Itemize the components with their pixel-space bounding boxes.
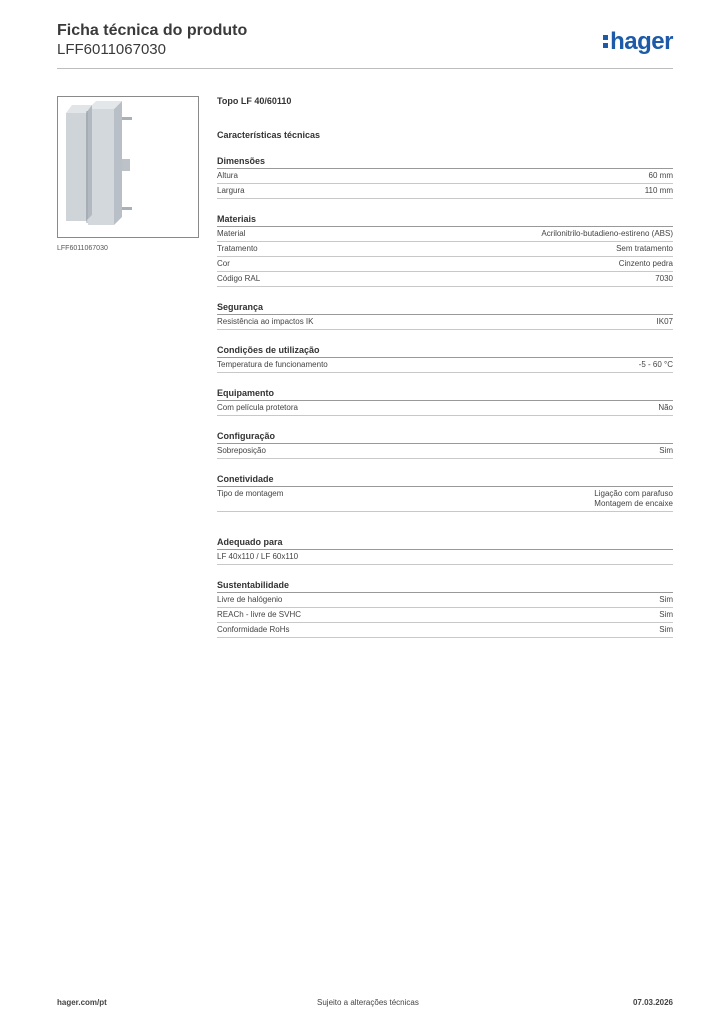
group-title: Materiais — [217, 213, 673, 227]
spec-label: Largura — [217, 186, 245, 195]
spec-row — [217, 593, 673, 608]
group-title: Adequado para — [217, 536, 673, 550]
footer-disclaimer: Sujeito a alterações técnicas — [317, 998, 419, 1007]
spec-label: REACh - livre de SVHC — [217, 610, 302, 619]
spec-row — [217, 242, 673, 257]
group-title: Condições de utilização — [217, 344, 673, 358]
image-caption: LFF6011067030 — [57, 245, 108, 252]
logo-dots-icon — [603, 35, 608, 51]
spec-row — [217, 444, 673, 459]
group-dimensoes — [217, 155, 673, 199]
spec-row — [217, 623, 673, 638]
page-title: Ficha técnica do produto — [57, 22, 248, 39]
group-title: Conetividade — [217, 473, 673, 487]
spec-value: Não — [658, 403, 673, 412]
spec-label: LF 40x110 / LF 60x110 — [217, 552, 299, 561]
spec-row — [217, 487, 673, 512]
spec-label: Código RAL — [217, 274, 261, 283]
spec-row — [217, 608, 673, 623]
spec-value: 60 mm — [648, 171, 673, 180]
characteristics-heading: Características técnicas — [217, 130, 321, 140]
group-conetividade — [217, 473, 673, 512]
logo-text: hager — [610, 28, 673, 55]
spec-value — [594, 489, 673, 509]
spec-row — [217, 315, 673, 330]
end-cap-product-icon — [58, 97, 198, 237]
spec-row — [217, 550, 673, 565]
group-condicoes — [217, 344, 673, 373]
spec-row — [217, 169, 673, 184]
group-title: Configuração — [217, 430, 673, 444]
group-title: Dimensões — [217, 155, 673, 169]
spec-value: Sim — [659, 446, 673, 455]
footer-website: hager.com/pt — [57, 998, 107, 1007]
spec-label: Tratamento — [217, 244, 258, 253]
spec-value: Acrilonitrilo-butadieno-estireno (ABS) — [541, 229, 673, 238]
spec-label: Resistência ao impactos IK — [217, 317, 314, 326]
spec-sheet — [217, 95, 673, 638]
group-materiais — [217, 213, 673, 287]
spec-label: Altura — [217, 171, 238, 180]
spec-value-line: Montagem de encaixe — [594, 499, 673, 508]
spec-value: Sim — [659, 595, 673, 604]
spec-label: Livre de halógenio — [217, 595, 283, 604]
group-seguranca — [217, 301, 673, 330]
spec-row — [217, 358, 673, 373]
document-header — [57, 22, 673, 59]
spec-label: Conformidade RoHs — [217, 625, 290, 634]
group-title: Sustentabilidade — [217, 579, 673, 593]
spec-value: Sim — [659, 610, 673, 619]
product-name: Topo LF 40/60110 — [217, 96, 292, 106]
product-reference: LFF6011067030 — [57, 41, 166, 58]
spec-row — [217, 401, 673, 416]
group-title: Equipamento — [217, 387, 673, 401]
spec-label: Sobreposição — [217, 446, 266, 455]
spec-label: Temperatura de funcionamento — [217, 360, 328, 369]
group-configuracao — [217, 430, 673, 459]
spec-value: Sim — [659, 625, 673, 634]
spec-row — [217, 272, 673, 287]
group-equipamento — [217, 387, 673, 416]
spec-label: Material — [217, 229, 246, 238]
spec-value: IK07 — [656, 317, 673, 326]
spec-value-line: Ligação com parafuso — [594, 489, 673, 498]
spec-value: -5 - 60 °C — [638, 360, 673, 369]
spec-value: Cinzento pedra — [618, 259, 673, 268]
spec-label: Cor — [217, 259, 230, 268]
spec-value: 7030 — [655, 274, 673, 283]
spec-value: 110 mm — [644, 186, 673, 195]
spec-row — [217, 184, 673, 199]
spec-row — [217, 257, 673, 272]
group-adequado — [217, 536, 673, 565]
group-sustentabilidade — [217, 579, 673, 638]
footer-date: 07.03.2026 — [632, 998, 673, 1007]
group-title: Segurança — [217, 301, 673, 315]
hager-logo — [603, 30, 673, 54]
product-image — [57, 96, 199, 238]
spec-row — [217, 227, 673, 242]
spec-label: Com película protetora — [217, 403, 298, 412]
spec-label: Tipo de montagem — [217, 489, 284, 498]
spec-value: Sem tratamento — [616, 244, 673, 253]
header-divider — [57, 68, 673, 69]
